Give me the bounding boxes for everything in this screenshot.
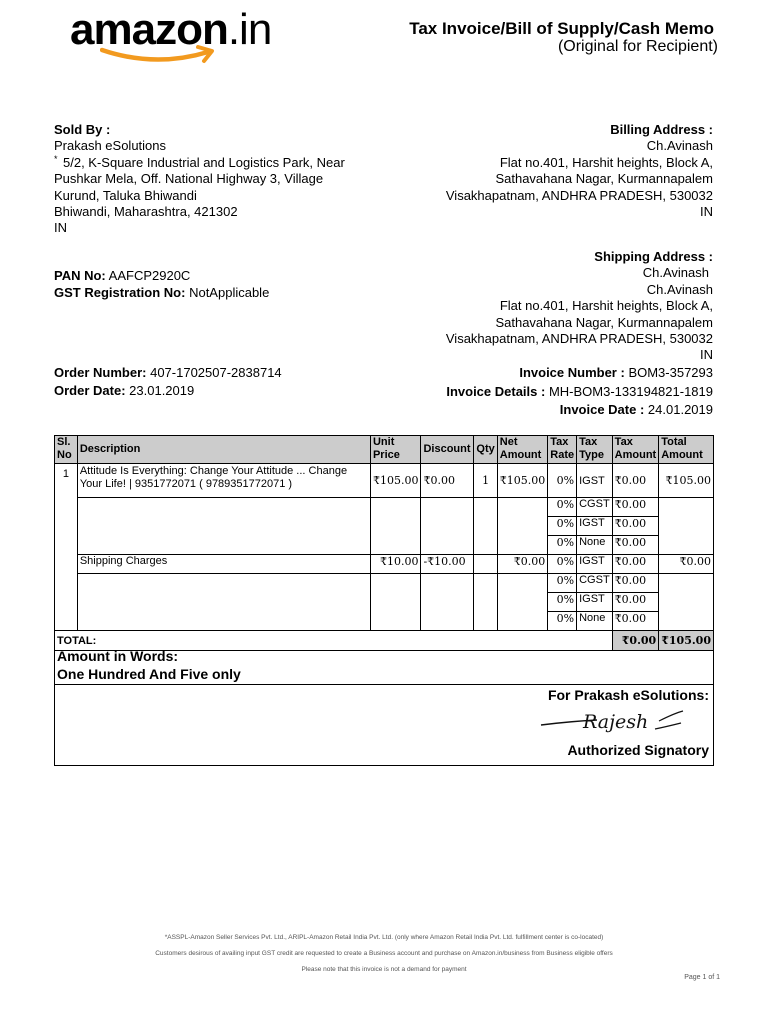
col-header-tax-amount: Tax Amount <box>612 436 659 464</box>
empty-cell <box>421 574 474 631</box>
col-header-description: Description <box>77 436 370 464</box>
tax-type: CGST <box>577 574 613 593</box>
seller-marker: * <box>54 153 58 164</box>
col-header-discount: Discount <box>421 436 474 464</box>
total-tax-amount: ₹0.00 <box>612 631 659 651</box>
amount-in-words-box <box>54 645 714 685</box>
pan-value: AAFCP2920C <box>108 268 191 283</box>
tax-rate: 0% <box>548 555 577 574</box>
authorized-signatory-label: Authorized Signatory <box>567 742 709 758</box>
col-header-total-amount: Total Amount <box>659 436 714 464</box>
item-sl: 1 <box>55 464 78 631</box>
tax-amount: ₹0.00 <box>612 498 659 517</box>
billing-line: IN <box>700 204 713 220</box>
signatory-box <box>54 685 714 766</box>
empty-cell <box>421 498 474 555</box>
shipping-line: IN <box>700 347 713 363</box>
billing-line: Flat no.401, Harshit heights, Block A, <box>499 154 713 170</box>
tax-amount: ₹0.00 <box>612 574 659 593</box>
tax-type: IGST <box>577 593 613 612</box>
order-number-label: Order Number: <box>54 365 147 380</box>
gst-label: GST Registration No: <box>54 285 186 300</box>
amount-words-value: One Hundred And Five only <box>57 666 241 682</box>
tax-type: IGST <box>577 517 613 536</box>
shipping-discount: -₹10.00 <box>421 555 474 574</box>
table-row <box>55 574 714 593</box>
table-row <box>55 464 714 498</box>
billing-line: Visakhapatnam, ANDHRA PRADESH, 530032 <box>445 187 713 203</box>
tax-amount: ₹0.00 <box>612 593 659 612</box>
shipping-unit-price: ₹10.00 <box>370 555 421 574</box>
invoice-number-label: Invoice Number : <box>519 365 625 380</box>
col-header-qty: Qty <box>474 436 497 464</box>
col-header-sl: Sl. No <box>55 436 78 464</box>
shipping-label: Shipping Address : <box>594 249 713 264</box>
billing-label: Billing Address : <box>610 122 713 137</box>
tax-rate: 0% <box>548 464 577 498</box>
tax-rate: 0% <box>548 574 577 593</box>
seller-address-line: 5/2, K-Square Industrial and Logistics Park, Near <box>63 154 345 170</box>
seller-address-line: Bhiwandi, Maharashtra, 421302 <box>54 204 238 220</box>
invoice-details-value: MH-BOM3-133194821-1819 <box>548 383 713 399</box>
empty-cell <box>474 574 497 631</box>
for-company-label: For Prakash eSolutions: <box>547 687 709 703</box>
order-number-row <box>54 365 282 381</box>
footer-note: Please note that this invoice is not a demand for payment <box>301 966 467 973</box>
seller-block <box>54 122 394 237</box>
tax-type: IGST <box>577 555 613 574</box>
shipping-line: Flat no.401, Harshit heights, Block A, <box>499 298 713 314</box>
tax-amount: ₹0.00 <box>612 555 659 574</box>
shipping-description: Shipping Charges <box>77 555 370 574</box>
total-label: TOTAL: <box>55 631 613 651</box>
amount-words-label: Amount in Words: <box>57 648 179 664</box>
invoice-date-row <box>446 401 713 420</box>
sold-by-label: Sold By : <box>54 122 111 137</box>
empty-cell <box>77 574 370 631</box>
col-header-net-amount: Net Amount <box>497 436 548 464</box>
item-unit-price: ₹105.00 <box>370 464 421 498</box>
order-date-row <box>54 383 194 399</box>
tax-rate: 0% <box>548 536 577 555</box>
billing-line: Sathavahana Nagar, Kurmannapalem <box>495 171 713 187</box>
tax-type: None <box>577 612 613 631</box>
invoice-date-label: Invoice Date : <box>559 402 645 417</box>
seller-name: Prakash eSolutions <box>54 138 167 154</box>
tax-type: IGST <box>577 464 613 498</box>
invoice-block <box>446 364 713 420</box>
shipping-line: Ch.Avinash <box>642 265 709 281</box>
tax-amount: ₹0.00 <box>612 517 659 536</box>
item-net-amount: ₹105.00 <box>497 464 548 498</box>
order-date-label: Order Date: <box>54 383 126 398</box>
table-header-row <box>55 436 714 464</box>
seller-address-line: Kurund, Taluka Bhiwandi <box>54 187 197 203</box>
item-description: Attitude Is Everything: Change Your Attitude ... Change Your Life! | 9351772071 ( 9789351772071 ) <box>77 464 370 498</box>
grand-total-amount: ₹105.00 <box>659 631 714 651</box>
empty-cell <box>370 498 421 555</box>
signature-text: Rajesh <box>583 711 649 733</box>
order-date-value: 23.01.2019 <box>129 383 195 398</box>
empty-cell <box>497 498 548 555</box>
seller-address-line: IN <box>54 220 67 236</box>
invoice-details-row <box>446 383 713 402</box>
pan-label: PAN No: <box>54 268 106 283</box>
logo-wordmark: amazon <box>70 5 228 54</box>
invoice-date-value: 24.01.2019 <box>647 402 713 417</box>
empty-cell <box>474 555 497 574</box>
shipping-line: Visakhapatnam, ANDHRA PRADESH, 530032 <box>445 331 713 347</box>
tax-rate: 0% <box>548 498 577 517</box>
gst-row <box>54 285 269 301</box>
empty-cell <box>370 574 421 631</box>
logo-tld: .in <box>227 5 272 54</box>
empty-cell <box>659 574 714 631</box>
invoice-title: Tax Invoice/Bill of Supply/Cash Memo <box>409 19 714 38</box>
item-total-amount: ₹105.00 <box>659 464 714 498</box>
items-table <box>54 435 714 651</box>
tax-rate: 0% <box>548 593 577 612</box>
invoice-number-row <box>446 364 713 383</box>
billing-block <box>353 122 713 220</box>
col-header-tax-rate: Tax Rate <box>548 436 577 464</box>
page-number: Page 1 of 1 <box>684 974 720 981</box>
billing-line: Ch.Avinash <box>646 138 713 154</box>
table-row <box>55 555 714 574</box>
tax-amount: ₹0.00 <box>612 536 659 555</box>
invoice-number-value: BOM3-357293 <box>628 365 713 380</box>
empty-cell <box>497 574 548 631</box>
shipping-line: Ch.Avinash <box>646 281 713 297</box>
col-header-tax-type: Tax Type <box>577 436 613 464</box>
footer-note: Customers desirous of availing input GST credit are requested to create a Business account and purchase on Amazon.in/business from Business eligible offers <box>155 950 613 957</box>
table-row <box>55 498 714 517</box>
tax-rate: 0% <box>548 517 577 536</box>
amazon-smile-icon <box>100 44 220 66</box>
tax-type: CGST <box>577 498 613 517</box>
item-discount: ₹0.00 <box>421 464 474 498</box>
gst-value: NotApplicable <box>189 285 270 300</box>
shipping-total-amount: ₹0.00 <box>659 555 714 574</box>
col-header-unit-price: Unit Price <box>370 436 421 464</box>
item-qty: 1 <box>474 464 497 498</box>
empty-cell <box>659 498 714 555</box>
shipping-line: Sathavahana Nagar, Kurmannapalem <box>495 314 713 330</box>
tax-rate: 0% <box>548 612 577 631</box>
tax-amount: ₹0.00 <box>612 612 659 631</box>
shipping-block <box>353 249 713 364</box>
invoice-details-label: Invoice Details : <box>446 383 546 399</box>
tax-type: None <box>577 536 613 555</box>
order-number-value: 407-1702507-2838714 <box>150 365 282 380</box>
invoice-subtitle: (Original for Recipient) <box>557 38 718 55</box>
empty-cell <box>474 498 497 555</box>
tax-amount: ₹0.00 <box>612 464 659 498</box>
signature-image <box>537 707 687 737</box>
pan-row <box>54 268 190 284</box>
empty-cell <box>77 498 370 555</box>
seller-address-line: Pushkar Mela, Off. National Highway 3, Village <box>54 171 324 187</box>
footer-note: *ASSPL-Amazon Seller Services Pvt. Ltd., ARIPL-Amazon Retail India Pvt. Ltd. (only where Amazon Retail India Pvt. Ltd. fulfillment center is co-located) <box>164 934 604 941</box>
shipping-net-amount: ₹0.00 <box>497 555 548 574</box>
amazon-logo <box>70 4 310 74</box>
